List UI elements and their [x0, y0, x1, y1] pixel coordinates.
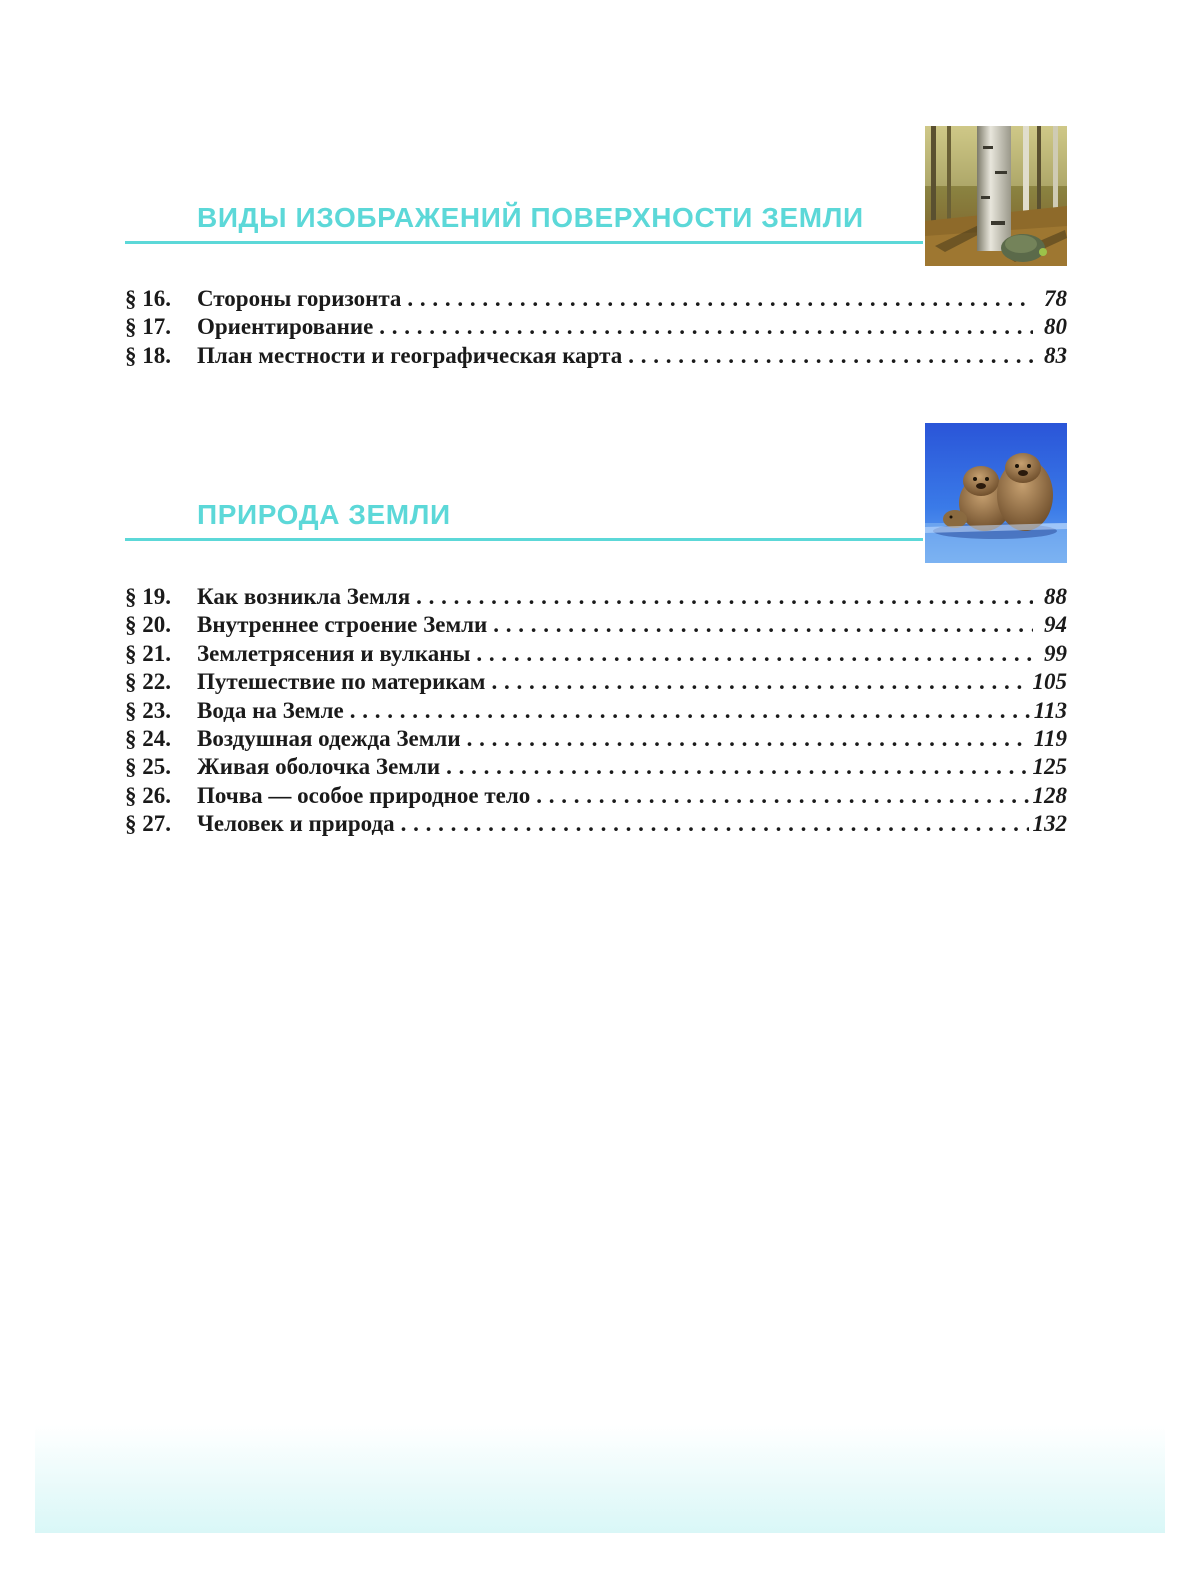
paragraph-number: § 23. [125, 697, 171, 723]
toc-entry[interactable] [125, 697, 1067, 725]
page-number: 132 [1032, 811, 1067, 837]
toc-entry[interactable] [125, 782, 1067, 810]
entry-title: Ориентирование [197, 314, 374, 340]
entry-title: Внутреннее строение Земли [197, 612, 488, 638]
dot-leader [467, 725, 1030, 753]
entry-title: Стороны горизонта [197, 286, 402, 311]
section-header-surface-images [125, 126, 1067, 266]
entry-title: Воздушная одежда Земли [197, 725, 461, 751]
dot-leader [416, 583, 1033, 611]
toc-list-nature-of-earth [125, 583, 1067, 839]
page-number: 78 [1044, 286, 1067, 311]
toc-entry[interactable] [125, 342, 1067, 370]
dot-leader [401, 810, 1029, 838]
paragraph-number: § 20. [125, 612, 171, 638]
dot-leader [491, 668, 1028, 696]
section-divider [125, 538, 923, 541]
page-number: 88 [1044, 584, 1067, 609]
dot-leader [446, 753, 1028, 781]
dot-leader [628, 342, 1033, 370]
paragraph-number: § 16. [125, 286, 171, 311]
toc-entry[interactable] [125, 753, 1067, 781]
page-number: 125 [1032, 754, 1067, 780]
page-number: 105 [1032, 669, 1067, 695]
section-title: ПРИРОДА ЗЕМЛИ [197, 499, 451, 530]
paragraph-number: § 22. [125, 669, 171, 695]
otters-in-water-photo [925, 423, 1067, 563]
paragraph-number: § 26. [125, 782, 171, 808]
dot-leader [379, 313, 1033, 341]
toc-entry[interactable] [125, 725, 1067, 753]
entry-title: Живая оболочка Земли [197, 754, 441, 780]
toc-entry[interactable] [125, 583, 1067, 611]
paragraph-number: § 17. [125, 314, 171, 340]
birch-forest-photo [925, 126, 1067, 266]
paragraph-number: § 25. [125, 754, 171, 780]
dot-leader [493, 611, 1033, 639]
entry-title: План местности и географическая карта [197, 342, 623, 368]
paragraph-number: § 19. [125, 584, 171, 609]
entry-title: Вода на Земле [197, 697, 344, 723]
paragraph-number: § 18. [125, 342, 171, 368]
dot-leader [476, 640, 1033, 668]
toc-entry[interactable] [125, 611, 1067, 639]
entry-title: Почва — особое природное тело [197, 782, 531, 808]
page-number: 83 [1044, 342, 1067, 368]
dot-leader [536, 782, 1028, 810]
toc-entry[interactable] [125, 668, 1067, 696]
entry-title: Как возникла Земля [197, 584, 411, 609]
toc-entry[interactable] [125, 285, 1067, 313]
bottom-decorative-gradient [35, 1425, 1165, 1533]
page-number: 94 [1044, 612, 1067, 638]
section-divider [125, 241, 923, 244]
toc-entry[interactable] [125, 640, 1067, 668]
page-number: 119 [1033, 725, 1067, 751]
page-number: 128 [1032, 782, 1067, 808]
entry-title: Путешествие по материкам [197, 669, 486, 695]
dot-leader [407, 285, 1033, 313]
entry-title: Человек и природа [197, 811, 395, 837]
paragraph-number: § 27. [125, 811, 171, 837]
paragraph-number: § 21. [125, 640, 171, 666]
section-header-nature-of-earth [125, 423, 1067, 563]
page-number: 99 [1044, 640, 1067, 666]
toc-list-surface-images [125, 285, 1067, 370]
section-title: ВИДЫ ИЗОБРАЖЕНИЙ ПОВЕРХНОСТИ ЗЕМЛИ [197, 202, 864, 233]
entry-title: Землетрясения и вулканы [197, 640, 471, 666]
page-number: 80 [1044, 314, 1067, 340]
dot-leader [350, 697, 1030, 725]
paragraph-number: § 24. [125, 725, 171, 751]
toc-entry[interactable] [125, 810, 1067, 838]
page-number: 113 [1033, 697, 1067, 723]
toc-entry[interactable] [125, 313, 1067, 341]
